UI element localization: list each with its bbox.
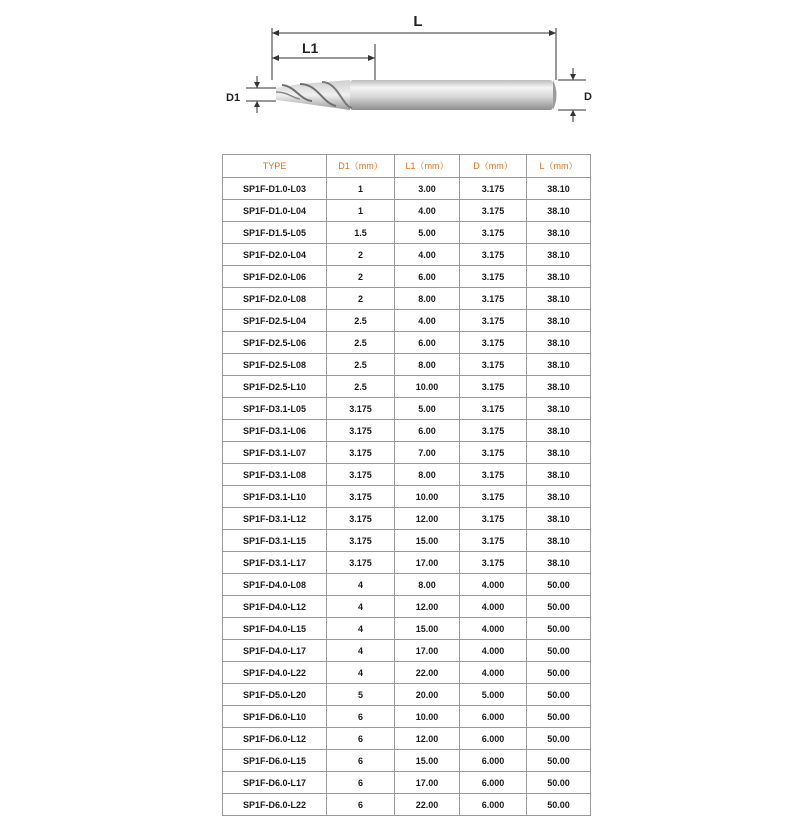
- table-row: [223, 552, 591, 574]
- cell-l1: 22.00: [395, 794, 460, 816]
- cell-type: SP1F-D4.0-L17: [223, 640, 327, 662]
- cell-l1: 15.00: [395, 530, 460, 552]
- cell-l1: 8.00: [395, 288, 460, 310]
- cell-d1: 3.175: [327, 464, 395, 486]
- cell-d: 4.000: [460, 618, 527, 640]
- cell-d: 3.175: [460, 442, 527, 464]
- table-row: [223, 508, 591, 530]
- header-l1: L1（mm）: [395, 155, 460, 178]
- table-row: [223, 354, 591, 376]
- cell-l1: 17.00: [395, 640, 460, 662]
- cell-l1: 8.00: [395, 354, 460, 376]
- cell-d: 3.175: [460, 552, 527, 574]
- cell-l: 38.10: [527, 178, 591, 200]
- flute-length-dimension: [272, 40, 375, 82]
- table-row: [223, 376, 591, 398]
- cell-l: 38.10: [527, 244, 591, 266]
- cell-type: SP1F-D5.0-L20: [223, 684, 327, 706]
- cell-l1: 20.00: [395, 684, 460, 706]
- cell-l: 38.10: [527, 552, 591, 574]
- cell-type: SP1F-D3.1-L12: [223, 508, 327, 530]
- cell-d1: 2.5: [327, 310, 395, 332]
- cutting-diameter-label: D1: [226, 92, 241, 104]
- cell-l1: 12.00: [395, 728, 460, 750]
- cell-type: SP1F-D6.0-L10: [223, 706, 327, 728]
- cell-l1: 17.00: [395, 552, 460, 574]
- cell-type: SP1F-D1.0-L03: [223, 178, 327, 200]
- cell-l: 50.00: [527, 750, 591, 772]
- cell-type: SP1F-D1.5-L05: [223, 222, 327, 244]
- cell-l: 50.00: [527, 706, 591, 728]
- cell-l1: 8.00: [395, 574, 460, 596]
- header-l: L（mm）: [527, 155, 591, 178]
- table-row: [223, 772, 591, 794]
- cell-type: SP1F-D2.5-L08: [223, 354, 327, 376]
- cell-l1: 12.00: [395, 596, 460, 618]
- cell-type: SP1F-D3.1-L05: [223, 398, 327, 420]
- cell-type: SP1F-D2.5-L04: [223, 310, 327, 332]
- cell-d: 5.000: [460, 684, 527, 706]
- cell-d: 6.000: [460, 772, 527, 794]
- cell-l1: 8.00: [395, 464, 460, 486]
- cell-d1: 6: [327, 750, 395, 772]
- cell-d: 3.175: [460, 376, 527, 398]
- cell-l: 50.00: [527, 662, 591, 684]
- cell-d1: 3.175: [327, 508, 395, 530]
- cell-d: 3.175: [460, 354, 527, 376]
- cell-l: 38.10: [527, 310, 591, 332]
- table-row: [223, 618, 591, 640]
- table-row: [223, 222, 591, 244]
- cell-l1: 3.00: [395, 178, 460, 200]
- cell-l: 50.00: [527, 794, 591, 816]
- flute-length-label: L1: [302, 40, 319, 56]
- cell-d: 6.000: [460, 706, 527, 728]
- cell-l: 50.00: [527, 618, 591, 640]
- cell-d: 3.175: [460, 486, 527, 508]
- cell-l1: 5.00: [395, 398, 460, 420]
- cell-l: 38.10: [527, 530, 591, 552]
- cell-l: 38.10: [527, 442, 591, 464]
- cell-type: SP1F-D6.0-L15: [223, 750, 327, 772]
- cell-l: 38.10: [527, 398, 591, 420]
- cell-d1: 1: [327, 178, 395, 200]
- cell-d1: 1: [327, 200, 395, 222]
- cell-d: 3.175: [460, 398, 527, 420]
- cell-d1: 3.175: [327, 530, 395, 552]
- cell-d1: 6: [327, 728, 395, 750]
- cell-l1: 5.00: [395, 222, 460, 244]
- cell-type: SP1F-D2.5-L06: [223, 332, 327, 354]
- cell-d: 3.175: [460, 178, 527, 200]
- cell-d1: 4: [327, 640, 395, 662]
- cell-type: SP1F-D3.1-L06: [223, 420, 327, 442]
- cell-d: 3.175: [460, 508, 527, 530]
- cell-d1: 5: [327, 684, 395, 706]
- cell-l: 50.00: [527, 596, 591, 618]
- table-row: [223, 464, 591, 486]
- table-row: [223, 288, 591, 310]
- cell-d: 4.000: [460, 640, 527, 662]
- cell-l: 50.00: [527, 574, 591, 596]
- cell-d1: 4: [327, 662, 395, 684]
- cell-type: SP1F-D4.0-L22: [223, 662, 327, 684]
- table-row: [223, 200, 591, 222]
- cell-d: 6.000: [460, 794, 527, 816]
- cell-d: 4.000: [460, 662, 527, 684]
- table-row: [223, 332, 591, 354]
- cell-d1: 6: [327, 706, 395, 728]
- table-row: [223, 310, 591, 332]
- cell-l1: 15.00: [395, 750, 460, 772]
- cell-d1: 6: [327, 794, 395, 816]
- cell-l1: 17.00: [395, 772, 460, 794]
- table-row: [223, 530, 591, 552]
- cutting-diameter-dimension: [226, 76, 276, 113]
- cell-d1: 2: [327, 244, 395, 266]
- cell-d1: 3.175: [327, 420, 395, 442]
- cell-l: 50.00: [527, 684, 591, 706]
- overall-length-label: L: [413, 13, 423, 30]
- table-row: [223, 398, 591, 420]
- cell-type: SP1F-D3.1-L17: [223, 552, 327, 574]
- cell-type: SP1F-D3.1-L10: [223, 486, 327, 508]
- header-d: D（mm）: [460, 155, 527, 178]
- table-row: [223, 178, 591, 200]
- cell-l1: 12.00: [395, 508, 460, 530]
- cell-type: SP1F-D4.0-L15: [223, 618, 327, 640]
- table-row: [223, 486, 591, 508]
- cell-d1: 2: [327, 288, 395, 310]
- cell-d: 4.000: [460, 574, 527, 596]
- cell-l: 38.10: [527, 508, 591, 530]
- table-row: [223, 442, 591, 464]
- cell-d: 3.175: [460, 266, 527, 288]
- cell-d1: 3.175: [327, 398, 395, 420]
- header-type: TYPE: [223, 155, 327, 178]
- cell-l: 50.00: [527, 640, 591, 662]
- cell-l1: 7.00: [395, 442, 460, 464]
- cell-l: 38.10: [527, 288, 591, 310]
- cell-d: 3.175: [460, 464, 527, 486]
- cell-type: SP1F-D6.0-L12: [223, 728, 327, 750]
- cell-d: 3.175: [460, 200, 527, 222]
- cell-l1: 6.00: [395, 266, 460, 288]
- cell-type: SP1F-D3.1-L07: [223, 442, 327, 464]
- cell-l: 38.10: [527, 376, 591, 398]
- end-mill-tool: [276, 80, 557, 110]
- cell-l: 38.10: [527, 486, 591, 508]
- cell-type: SP1F-D3.1-L08: [223, 464, 327, 486]
- cell-l1: 22.00: [395, 662, 460, 684]
- table-row: [223, 728, 591, 750]
- cell-d: 3.175: [460, 530, 527, 552]
- end-mill-diagram: [0, 0, 800, 150]
- cell-d1: 2: [327, 266, 395, 288]
- cell-d: 6.000: [460, 750, 527, 772]
- cell-l: 38.10: [527, 332, 591, 354]
- cell-l1: 6.00: [395, 420, 460, 442]
- cell-l1: 4.00: [395, 310, 460, 332]
- cell-d: 6.000: [460, 728, 527, 750]
- cell-d1: 1.5: [327, 222, 395, 244]
- table-row: [223, 596, 591, 618]
- table-row: [223, 266, 591, 288]
- cell-l: 38.10: [527, 354, 591, 376]
- table-row: [223, 244, 591, 266]
- cell-type: SP1F-D6.0-L22: [223, 794, 327, 816]
- cell-d: 3.175: [460, 288, 527, 310]
- table-row: [223, 640, 591, 662]
- cell-type: SP1F-D2.0-L04: [223, 244, 327, 266]
- cell-l1: 10.00: [395, 706, 460, 728]
- cell-l1: 15.00: [395, 618, 460, 640]
- cell-d: 3.175: [460, 244, 527, 266]
- cell-type: SP1F-D4.0-L08: [223, 574, 327, 596]
- cell-type: SP1F-D2.0-L08: [223, 288, 327, 310]
- table-row: [223, 574, 591, 596]
- table-row: [223, 794, 591, 816]
- cell-l: 38.10: [527, 266, 591, 288]
- table-body: [223, 178, 591, 816]
- cell-l: 50.00: [527, 772, 591, 794]
- cell-d: 3.175: [460, 310, 527, 332]
- cell-l: 38.10: [527, 464, 591, 486]
- cell-d1: 3.175: [327, 486, 395, 508]
- table-row: [223, 662, 591, 684]
- cell-l: 38.10: [527, 222, 591, 244]
- table-row: [223, 684, 591, 706]
- cell-l1: 10.00: [395, 376, 460, 398]
- cell-l1: 10.00: [395, 486, 460, 508]
- cell-l: 50.00: [527, 728, 591, 750]
- cell-d1: 3.175: [327, 442, 395, 464]
- cell-l1: 6.00: [395, 332, 460, 354]
- cell-type: SP1F-D4.0-L12: [223, 596, 327, 618]
- cell-d1: 6: [327, 772, 395, 794]
- shank-diameter-dimension: [558, 68, 592, 122]
- table-header-row: [223, 155, 591, 178]
- header-d1: D1（mm）: [327, 155, 395, 178]
- cell-d: 3.175: [460, 332, 527, 354]
- spec-table: [222, 154, 591, 816]
- cell-l1: 4.00: [395, 244, 460, 266]
- cell-type: SP1F-D3.1-L15: [223, 530, 327, 552]
- cell-l: 38.10: [527, 420, 591, 442]
- cell-d1: 4: [327, 596, 395, 618]
- cell-type: SP1F-D1.0-L04: [223, 200, 327, 222]
- cell-l1: 4.00: [395, 200, 460, 222]
- shank-diameter-label: D: [584, 91, 592, 103]
- cell-type: SP1F-D2.5-L10: [223, 376, 327, 398]
- cell-d1: 2.5: [327, 332, 395, 354]
- cell-d1: 3.175: [327, 552, 395, 574]
- cell-d: 4.000: [460, 596, 527, 618]
- cell-type: SP1F-D6.0-L17: [223, 772, 327, 794]
- cell-d1: 2.5: [327, 354, 395, 376]
- cell-type: SP1F-D2.0-L06: [223, 266, 327, 288]
- cell-d: 3.175: [460, 420, 527, 442]
- table-row: [223, 750, 591, 772]
- cell-d: 3.175: [460, 222, 527, 244]
- table-row: [223, 420, 591, 442]
- cell-d1: 4: [327, 574, 395, 596]
- table-row: [223, 706, 591, 728]
- cell-l: 38.10: [527, 200, 591, 222]
- cell-d1: 2.5: [327, 376, 395, 398]
- cell-d1: 4: [327, 618, 395, 640]
